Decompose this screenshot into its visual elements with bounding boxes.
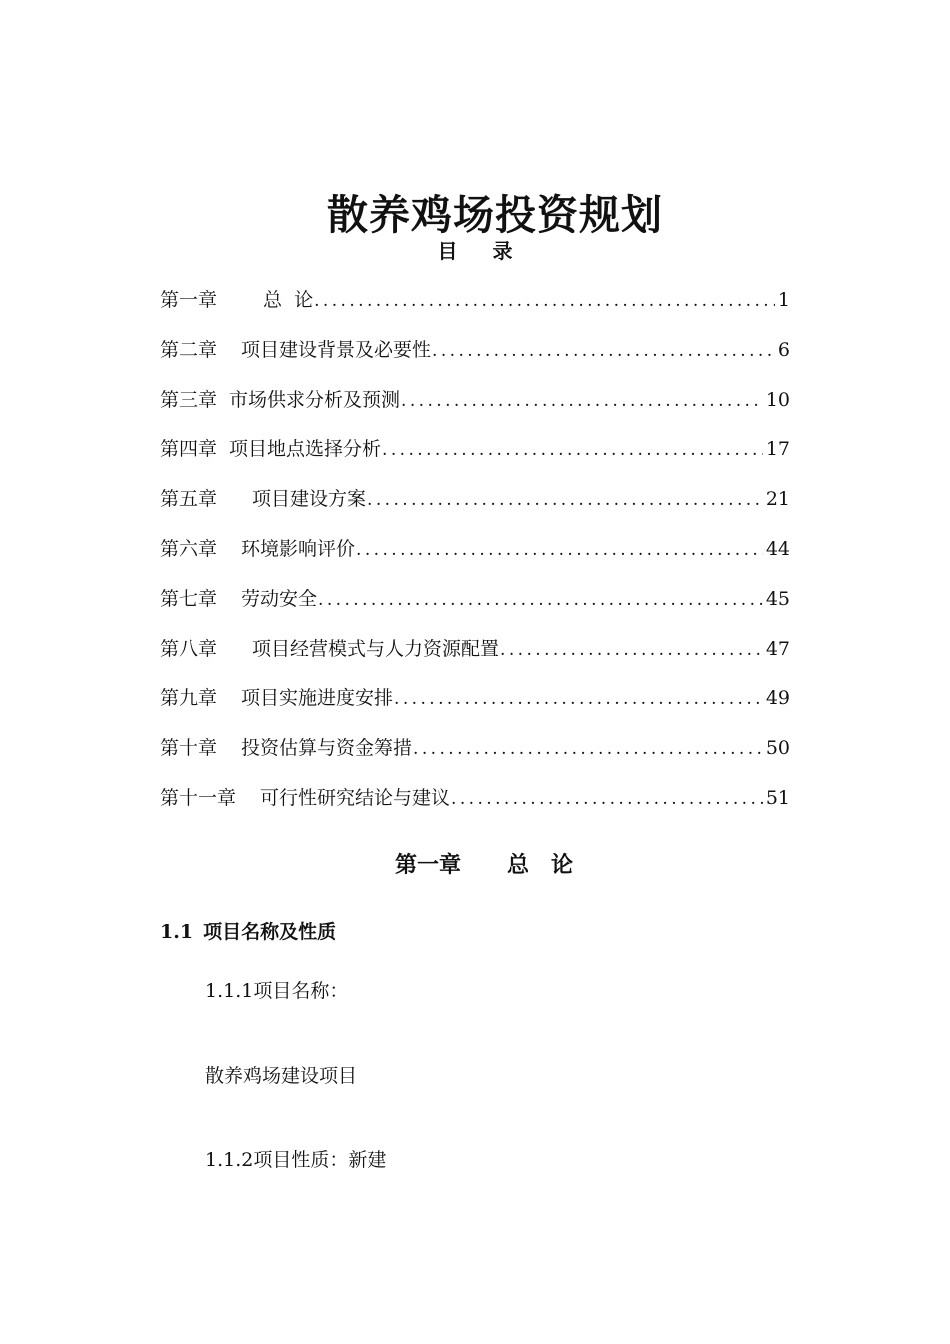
subsection-number: 1.1.1 [205,980,254,1002]
toc-leader-dots [451,783,763,815]
toc-chapter-title: 项目经营模式与人力资源配置 [252,637,500,660]
toc-leader-dots [367,484,763,516]
toc-page-number: 51 [765,786,790,809]
toc-chapter-number: 第八章 [160,637,218,660]
toc-leader-dots [394,683,763,715]
toc-entry[interactable] [160,334,790,384]
chapter-title: 总论 [507,853,596,879]
toc-chapter-number: 第十章 [160,737,218,760]
toc-entry[interactable] [160,533,790,583]
toc-chapter-title: 总 论 [263,289,314,311]
toc-chapter-number: 第七章 [160,587,218,610]
toc-page-number: 6 [777,338,790,361]
toc-chapter-number: 第二章 [160,338,218,361]
toc-heading: 目 录 [437,239,527,263]
toc-entry[interactable] [160,583,790,633]
subsection-number: 1.1.2 [205,1149,254,1171]
document-title: 散养鸡场投资规划 [327,191,663,240]
subsection-project-nature [205,1144,386,1176]
toc-chapter-title: 项目建设方案 [252,488,367,511]
toc-chapter-title: 可行性研究结论与建议 [260,786,451,809]
toc-chapter-number: 第六章 [160,537,218,560]
toc-page-number: 10 [765,388,790,411]
toc-leader-dots [500,634,763,666]
toc-chapter-number: 第三章 [160,388,218,411]
toc-chapter-number: 第十一章 [160,786,237,809]
toc-entry-label [160,284,313,316]
toc-chapter-number: 第四章 [160,438,218,461]
toc-entry[interactable] [160,284,790,334]
subsection-label: 项目性质：新建 [253,1149,387,1171]
toc-page-number: 1 [777,289,790,311]
toc-leader-dots [382,434,763,466]
chapter-heading [0,848,950,884]
chapter-number: 第一章 [394,853,461,879]
toc-chapter-title: 项目地点选择分析 [229,438,382,461]
toc-entry[interactable] [160,433,790,483]
toc-chapter-number: 第一章 [160,289,218,311]
toc-chapter-number: 第九章 [160,687,218,710]
section-heading [160,916,336,948]
toc-page-number: 50 [765,737,790,760]
toc-page-number: 21 [765,488,790,511]
toc-chapter-title: 项目实施进度安排 [241,687,394,710]
toc-entry[interactable] [160,384,790,434]
toc-page-number: 45 [765,587,790,610]
toc-entry-label [160,633,499,665]
toc-entry-label [160,782,450,814]
toc-entry-label [160,334,431,366]
toc-leader-dots [401,385,763,417]
toc-chapter-title: 投资估算与资金筹措 [241,737,413,760]
toc-entry-label [160,682,393,714]
toc-entry[interactable] [160,633,790,683]
subsection-label: 项目名称： [253,980,349,1002]
toc-chapter-title: 市场供求分析及预测 [229,388,401,411]
toc-entry-label [160,533,355,565]
toc-entry-label [160,483,366,515]
toc-entry[interactable] [160,782,790,832]
toc-chapter-title: 劳动安全 [241,587,318,610]
table-of-contents [160,284,790,832]
toc-leader-dots [356,534,763,566]
toc-leader-dots [318,584,763,616]
toc-entry[interactable] [160,483,790,533]
toc-entry[interactable] [160,682,790,732]
toc-leader-dots [432,335,775,367]
toc-leader-dots [413,733,763,765]
toc-page-number: 47 [765,637,790,660]
toc-page-number: 44 [765,537,790,560]
toc-entry-label [160,384,400,416]
toc-entry[interactable] [160,732,790,782]
project-name-text: 散养鸡场建设项目 [205,1065,358,1087]
toc-chapter-title: 环境影响评价 [241,537,356,560]
toc-page-number: 17 [765,438,790,461]
toc-page-number: 49 [765,687,790,710]
toc-entry-label [160,433,381,465]
section-number: 1.1 [160,921,194,943]
toc-leader-dots [314,285,775,317]
section-title: 项目名称及性质 [203,921,337,943]
toc-entry-label [160,583,317,615]
toc-chapter-number: 第五章 [160,488,218,511]
toc-entry-label [160,732,412,764]
toc-chapter-title: 项目建设背景及必要性 [241,338,432,361]
subsection-project-name [205,975,348,1007]
